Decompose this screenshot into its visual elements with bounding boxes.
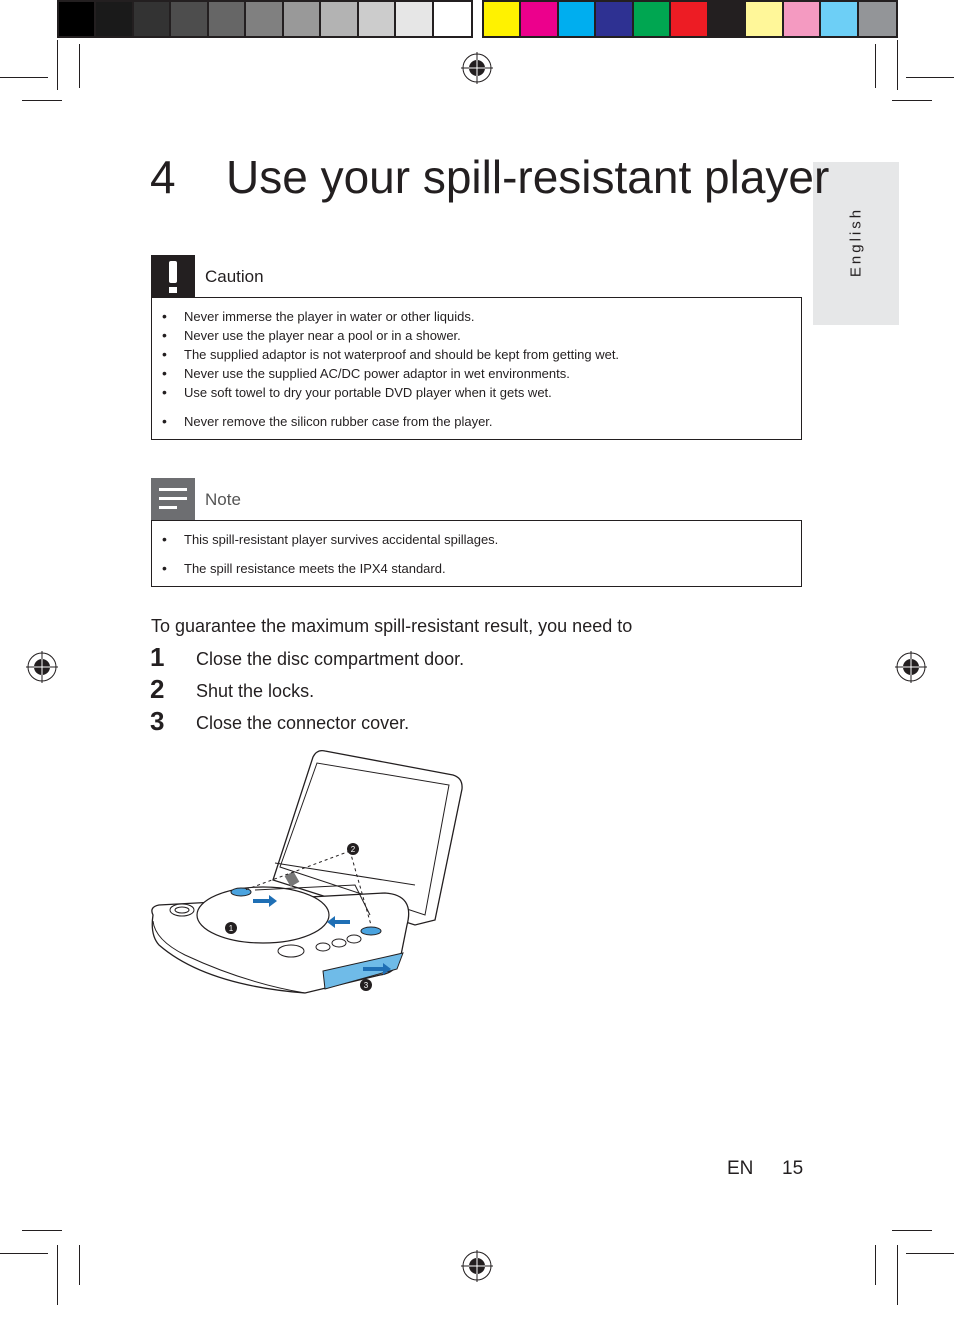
calibration-swatch [746,2,783,36]
registration-mark-icon [26,651,58,683]
list-item: • This spill-resistant player survives accidental spillages. [152,530,498,549]
crop-mark [897,1245,898,1305]
list-item: • Never remove the silicon rubber case from the player. [152,412,619,431]
calibration-swatch [859,2,896,36]
crop-mark [79,1245,80,1285]
calibration-swatch [521,2,558,36]
calibration-swatch [671,2,708,36]
caution-label: Caution [205,267,264,286]
chapter-title: Use your spill-resistant player [226,151,830,203]
crop-mark [906,1253,954,1254]
step-number: 2 [150,674,165,704]
registration-mark-icon [895,651,927,683]
step-text: Close the connector cover. [196,713,410,733]
language-tab-label: English [847,206,865,278]
step-number: 1 [150,642,165,672]
crop-mark [79,44,80,88]
callout-3-label: 3 [363,981,369,990]
crop-mark [57,40,58,90]
calibration-swatch [246,2,283,36]
calibration-swatch [209,2,246,36]
note-label: Note [205,490,241,509]
list-item: • Never use the player near a pool or in a shower. [152,326,619,345]
calibration-swatch [596,2,633,36]
calibration-swatch [709,2,746,36]
list-item: • The supplied adaptor is not waterproof and should be kept from getting wet. [152,345,619,364]
registration-mark-icon [461,52,493,84]
crop-mark [22,1230,62,1231]
caution-list [152,307,619,431]
list-item: • Use soft towel to dry your portable DVD player when it gets wet. [152,383,619,402]
intro-text: To guarantee the maximum spill-resistant result, you need to [151,616,633,636]
calibration-swatch [634,2,671,36]
note-box [151,520,802,587]
dvd-player-illustration [145,745,475,1005]
registration-mark-icon [461,1250,493,1282]
step-text: Close the disc compartment door. [196,649,465,669]
calibration-swatch [359,2,396,36]
calibration-swatch [396,2,433,36]
footer-language: EN [727,1158,754,1179]
list-item: • Never use the supplied AC/DC power adaptor in wet environments. [152,364,619,383]
chapter-number: 4 [150,151,176,203]
color-calibration-bar [482,0,898,38]
caution-icon [151,255,195,298]
calibration-swatch [284,2,321,36]
crop-mark [906,77,954,78]
crop-mark [0,77,48,78]
calibration-swatch [559,2,596,36]
calibration-swatch [59,2,96,36]
calibration-swatch [821,2,858,36]
list-item: • The spill resistance meets the IPX4 standard. [152,559,498,578]
list-item: • Never immerse the player in water or other liquids. [152,307,619,326]
step-number: 3 [150,706,165,736]
crop-mark [897,40,898,90]
calibration-swatch [171,2,208,36]
step-text: Shut the locks. [196,681,315,701]
callout-2-label: 2 [350,845,356,854]
crop-mark [57,1245,58,1305]
crop-mark [892,100,932,101]
note-icon [151,478,195,521]
crop-mark [875,44,876,88]
crop-mark [22,100,62,101]
callout-1-label: 1 [228,924,234,933]
calibration-swatch [134,2,171,36]
note-list [152,530,498,578]
calibration-swatch [434,2,471,36]
crop-mark [892,1230,932,1231]
crop-mark [875,1245,876,1285]
calibration-swatch [784,2,821,36]
grayscale-calibration-bar [57,0,473,38]
caution-box [151,297,802,440]
calibration-swatch [321,2,358,36]
calibration-swatch [96,2,133,36]
page-number: 15 [782,1158,804,1179]
calibration-swatch [484,2,521,36]
crop-mark [0,1253,48,1254]
